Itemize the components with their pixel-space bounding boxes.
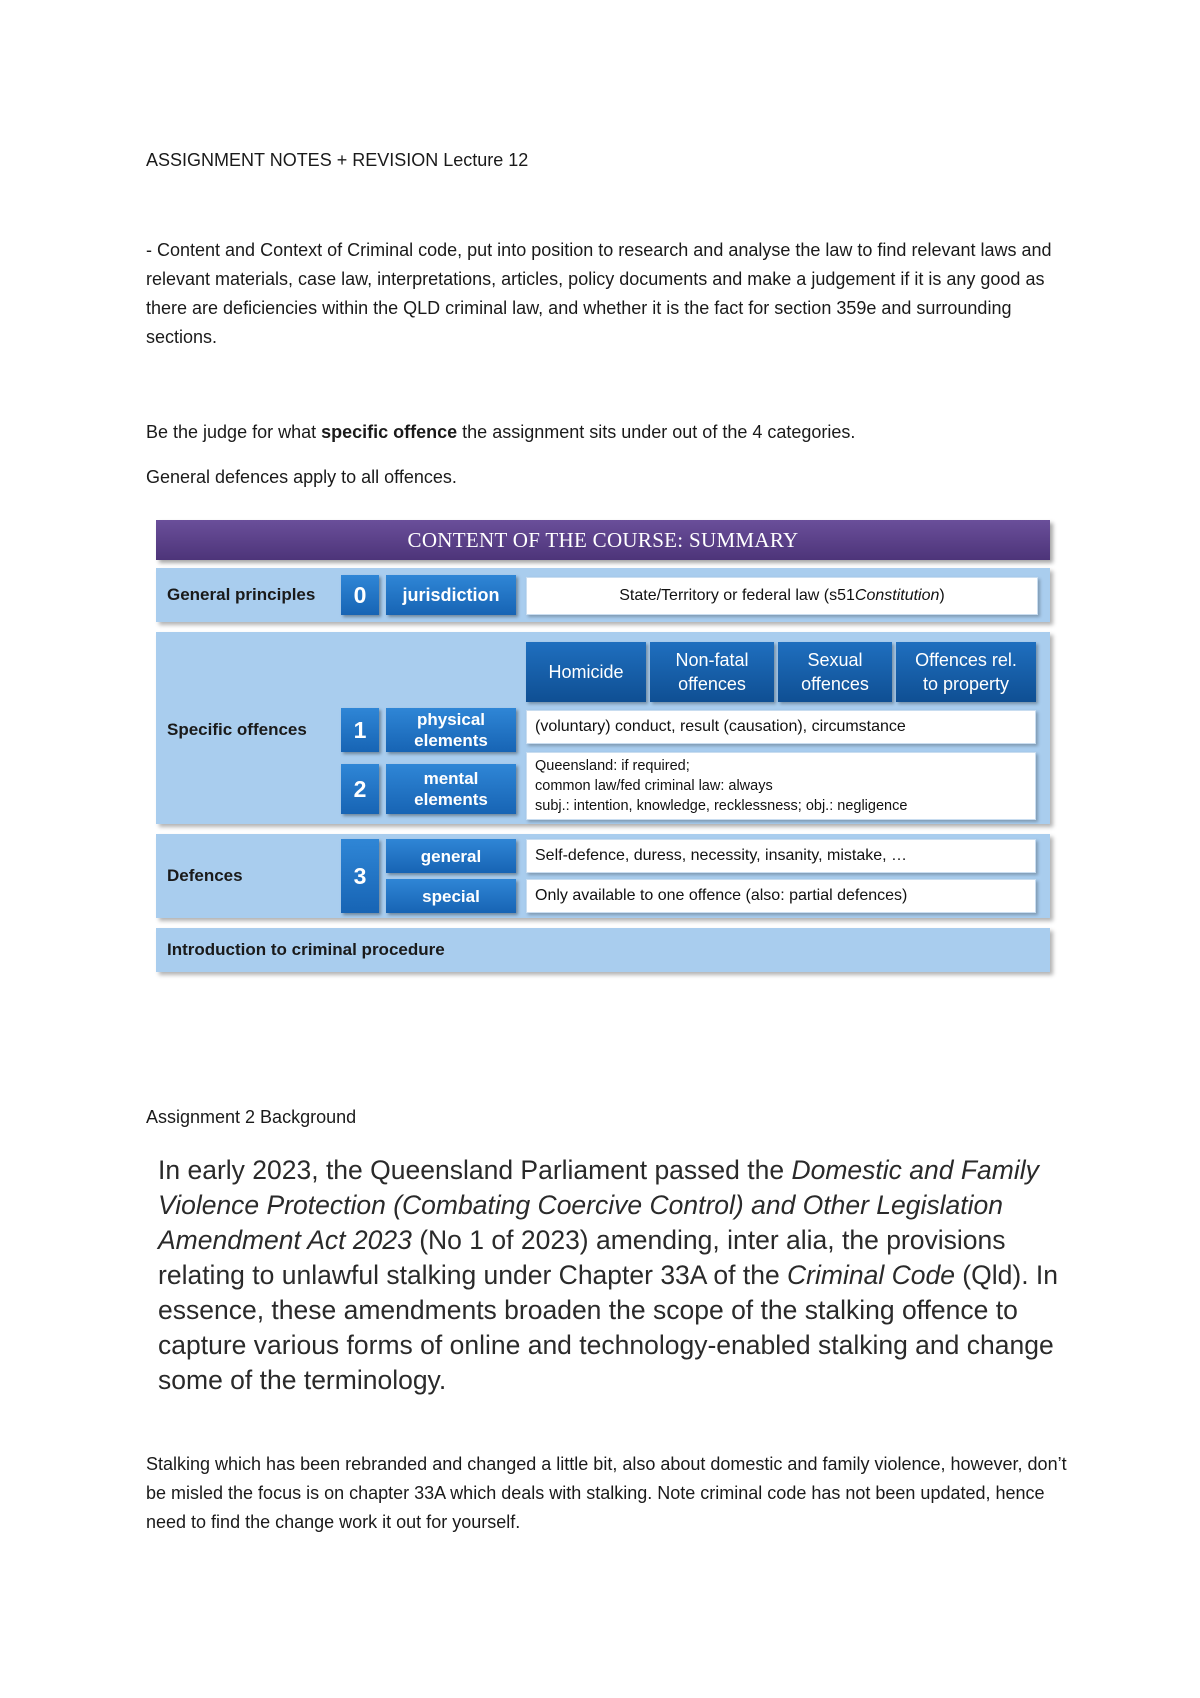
mental-desc-line: common law/fed criminal law: always [535,778,773,794]
element-line: mental [423,769,479,788]
category-sexual [778,642,892,702]
category-homicide [526,642,646,702]
category-line: to property [922,674,1010,694]
element-line: elements [414,790,488,809]
general-principles-band [156,568,1050,622]
quote-criminal-code: Criminal Code [787,1260,955,1290]
general-defences-description: Self-defence, duress, necessity, insanity, mistake, … [526,839,1036,873]
defences-band [156,834,1050,918]
procedure-band [156,928,1050,972]
general-defences-paragraph: General defences apply to all offences. [146,467,457,487]
jurisdiction-description [526,577,1038,615]
number-1-badge: 1 [341,708,379,752]
mental-elements-description [526,752,1036,820]
general-defences-label: general [386,839,516,873]
category-non-fatal [650,642,774,702]
element-line: physical [416,710,486,729]
specific-offences-band [156,632,1050,824]
special-defences-label: special [386,879,516,913]
number-0-badge: 0 [341,575,379,615]
category-line: offences [801,674,869,694]
element-line: elements [414,731,488,750]
defences-label: Defences [167,866,243,885]
category-line: Non-fatal [675,650,749,670]
summary-title: CONTENT OF THE COURSE: SUMMARY [156,520,1050,560]
stalking-paragraph: Stalking which has been rebranded and changed a little bit, also about domestic and family violence, however, don’t be misled the focus is on chapter 33A which deals with stalking. Note criminal code has not been updated, hence need to find the change work it out for yourself. [146,1454,1067,1532]
physical-elements-description: (voluntary) conduct, result (causation), circumstance [526,710,1036,744]
course-summary-figure [156,520,1050,995]
jurisdiction-label: jurisdiction [386,575,516,615]
para2-text-before: Be the judge for what [146,422,322,442]
jurisdiction-desc-before: State/Territory or federal law (s51 [619,587,855,604]
quote-part: In early 2023, the Queensland Parliament passed the [158,1155,792,1185]
physical-elements-label [386,708,516,752]
mental-desc-line: subj.: intention, knowledge, recklessness; obj.: negligence [535,798,908,814]
intro-paragraph: - Content and Context of Criminal code, put into position to research and analyse the law to find relevant laws and relevant materials, case law, interpretations, articles, policy documents and make a judgement if it is any good as there are deficiencies within the QLD criminal law, and whether it is the fact for section 359e and surrounding sections. [146,240,1052,347]
page-heading: ASSIGNMENT NOTES + REVISION Lecture 12 [146,150,529,170]
background-title: Assignment 2 Background [146,1107,357,1127]
special-defences-description: Only available to one offence (also: partial defences) [526,879,1036,913]
para2-bold: specific offence [321,422,458,442]
quote-part: (No 1 of 2023) amending, inter alia, the provisions relating to unlawful stalking under Chapter 33A of the [158,1225,1006,1290]
jurisdiction-desc-after: ) [939,587,945,604]
category-line: offences [678,674,746,694]
para2-text-after: the assignment sits under out of the 4 categories. [457,422,856,442]
general-principles-label: General principles [167,585,316,604]
category-property [896,642,1036,702]
category-line: Homicide [548,662,624,682]
mental-desc-line: Queensland: if required; [535,758,690,774]
number-2-badge: 2 [341,764,379,814]
category-line: Sexual [807,650,863,670]
background-quote [158,1153,1068,1398]
jurisdiction-desc-italic: Constitution [854,587,940,604]
number-3-badge: 3 [341,839,379,913]
category-line: Offences rel. [915,650,1017,670]
quote-act-title: Domestic and Family Violence Protection (Combating Coercive Control) and Other Legislation Amendment Act 2023 [158,1155,1039,1255]
specific-offences-label: Specific offences [167,720,307,739]
quote-part: (Qld). In essence, these amendments broaden the scope of the stalking offence to capture various forms of online and technology-enabled stalking and change some of the terminology. [158,1260,1059,1395]
mental-elements-label [386,764,516,814]
specific-offence-paragraph [146,418,1076,447]
procedure-label: Introduction to criminal procedure [167,940,445,959]
